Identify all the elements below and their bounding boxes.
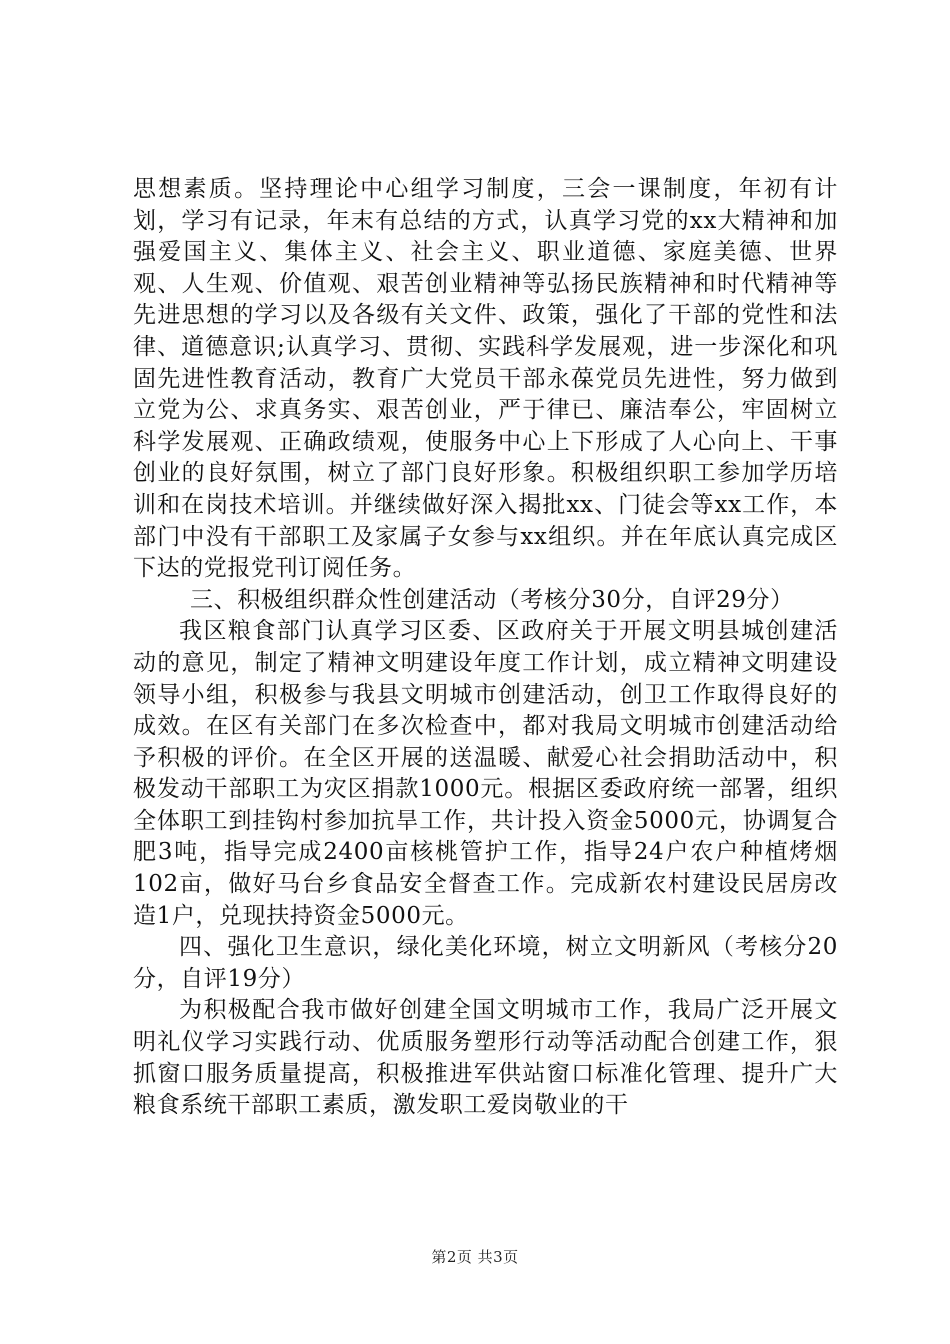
paragraph-civilized-city: 为积极配合我市做好创建全国文明城市工作，我局广泛开展文明礼仪学习实践行动、优质服务塑形行动等活动配合创建工作，狠抓窗口服务质量提高，积极推进军供站窗口标准化管理、提升广大粮食系统干部职工素质，激发职工爱岗敬业的干 — [133, 997, 838, 1119]
page-footer: 第2页 共3页 — [431, 1248, 519, 1266]
paragraph-ideology-study: 思想素质。坚持理论中心组学习制度，三会一课制度，年初有计划，学习有记录，年末有总结的方式，认真学习党的xx大精神和加强爱国主义、集体主义、社会主义、职业道德、家庭美德、世界观、人生观、价值观、艰苦创业精神等弘扬民族精神和时代精神等先进思想的学习以及各级有关文件、政策，强化了干部的党性和法律、道德意识;认真学习、贯彻、实践科学发展观，进一步深化和巩固先进性教育活动，教育广大党员干部永葆党员先进性，努力做到立党为公、求真务实、艰苦创业，严于律已、廉洁奉公，牢固树立科学发展观、正确政绩观，使服务中心上下形成了人心向上、干事创业的良好氛围，树立了部门良好形象。积极组织职工参加学历培训和在岗技术培训。并继续做好深入揭批xx、门徒会等xx工作，本部门中没有干部职工及家属子女参与xx组织。并在年底认真完成区下达的党报党刊订阅任务。 — [133, 176, 838, 582]
section-heading-three: 三、积极组织群众性创建活动（考核分30分，自评29分） — [190, 586, 794, 613]
document-body — [133, 174, 838, 1122]
section-heading-four: 四、强化卫生意识，绿化美化环境，树立文明新风（考核分20分，自评19分） — [133, 934, 838, 992]
paragraph-creation-activities: 我区粮食部门认真学习区委、区政府关于开展文明县城创建活动的意见，制定了精神文明建设年度工作计划，成立精神文明建设领导小组，积极参与我县文明城市创建活动，创卫工作取得良好的成效。在区有关部门在多次检查中，都对我局文明城市创建活动给予积极的评价。在全区开展的送温暖、献爱心社会捐助活动中，积极发动干部职工为灾区捐款1000元。根据区委政府统一部署，组织全体职工到挂钩村参加抗旱工作，共计投入资金5000元，协调复合肥3吨，指导完成2400亩核桃管护工作，指导24户农户种植烤烟102亩，做好马台乡食品安全督查工作。完成新农村建设民居房改造1户，兑现扶持资金5000元。 — [133, 618, 838, 929]
